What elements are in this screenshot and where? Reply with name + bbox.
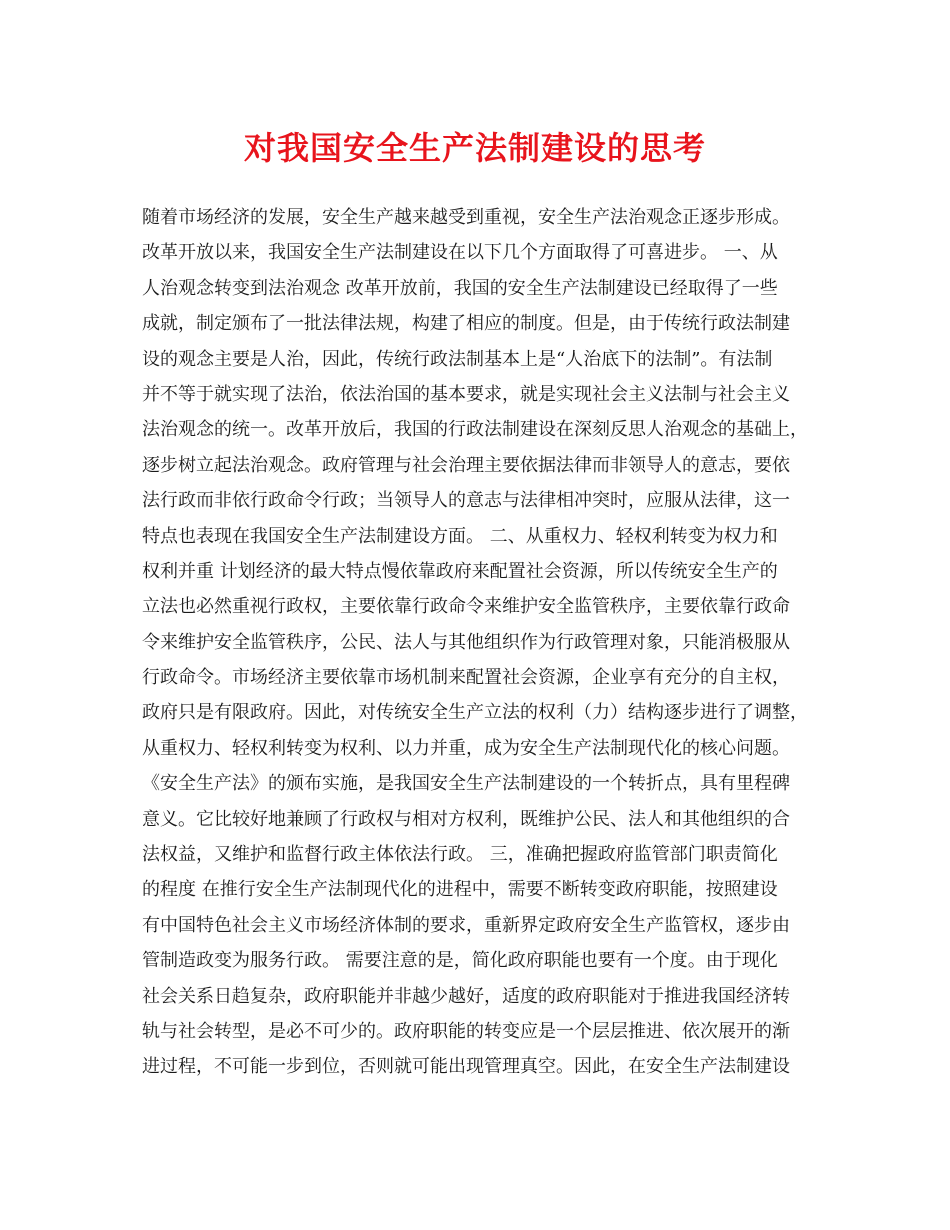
body-line: 法治观念的统一。改革开放后，我国的行政法制建设在深刻反思人治观念的基础上，	[142, 419, 808, 441]
document-body	[142, 200, 832, 1085]
body-line: 立法也必然重视行政权，主要依靠行政命令来维护安全监管秩序，主要依靠行政命	[142, 596, 790, 618]
body-line: 设的观念主要是人治，因此，传统行政法制基本上是“人治底下的法制”。有法制	[142, 348, 773, 370]
body-line: 意义。它比较好地兼顾了行政权与相对方权利，既维护公民、法人和其他组织的合	[142, 808, 790, 830]
body-line: 管制造政变为服务行政。 需要注意的是，简化政府职能也要有一个度。由于现化	[142, 950, 778, 972]
body-line: 改革开放以来，我国安全生产法制建设在以下几个方面取得了可喜进步。 一、从	[142, 242, 778, 264]
body-line: 令来维护安全监管秩序，公民、法人与其他组织作为行政管理对象，只能消极服从	[142, 631, 790, 653]
body-line: 行政命令。市场经济主要依靠市场机制来配置社会资源，企业享有充分的自主权，	[142, 667, 790, 689]
body-line: 《安全生产法》的颁布实施，是我国安全生产法制建设的一个转折点，具有里程碑	[142, 773, 790, 795]
body-line: 特点也表现在我国安全生产法制建设方面。 二、从重权力、轻权利转变为权力和	[142, 525, 778, 547]
body-line: 轨与社会转型，是必不可少的。政府职能的转变应是一个层层推进、依次展开的渐	[142, 1020, 790, 1042]
body-line: 有中国特色社会主义市场经济体制的要求，重新界定政府安全生产监管权，逐步由	[142, 914, 790, 936]
body-line: 人治观念转变到法治观念 改革开放前，我国的安全生产法制建设已经取得了一些	[142, 277, 778, 299]
document-title: 对我国安全生产法制建设的思考	[243, 129, 706, 167]
body-line: 权利并重 计划经济的最大特点慢依靠政府来配置社会资源，所以传统安全生产的	[142, 560, 778, 582]
body-line: 法行政而非依行政命令行政；当领导人的意志与法律相冲突时，应服从法律，这一	[142, 490, 790, 512]
body-line: 成就，制定颁布了一批法律法规，构建了相应的制度。但是，由于传统行政法制建	[142, 313, 790, 335]
body-line: 从重权力、轻权利转变为权利、以力并重，成为安全生产法制现代化的核心问题。	[142, 737, 790, 759]
body-line: 的程度 在推行安全生产法制现代化的进程中，需要不断转变政府职能，按照建设	[142, 879, 778, 901]
body-line: 法权益，又维护和监督行政主体依法行政。 三，准确把握政府监管部门职责简化	[142, 844, 778, 866]
body-line: 逐步树立起法治观念。政府管理与社会治理主要依据法律而非领导人的意志，要依	[142, 454, 790, 476]
body-line: 进过程，不可能一步到位，否则就可能出现管理真空。因此，在安全生产法制建设	[142, 1056, 790, 1078]
body-line: 社会关系日趋复杂，政府职能并非越少越好，适度的政府职能对于推进我国经济转	[142, 985, 790, 1007]
body-line: 并不等于就实现了法治，依法治国的基本要求，就是实现社会主义法制与社会主义	[142, 383, 790, 405]
body-line: 随着市场经济的发展，安全生产越来越受到重视，安全生产法治观念正逐步形成。	[142, 207, 790, 228]
body-line: 政府只是有限政府。因此，对传统安全生产立法的权利（力）结构逐步进行了调整，	[142, 702, 808, 724]
